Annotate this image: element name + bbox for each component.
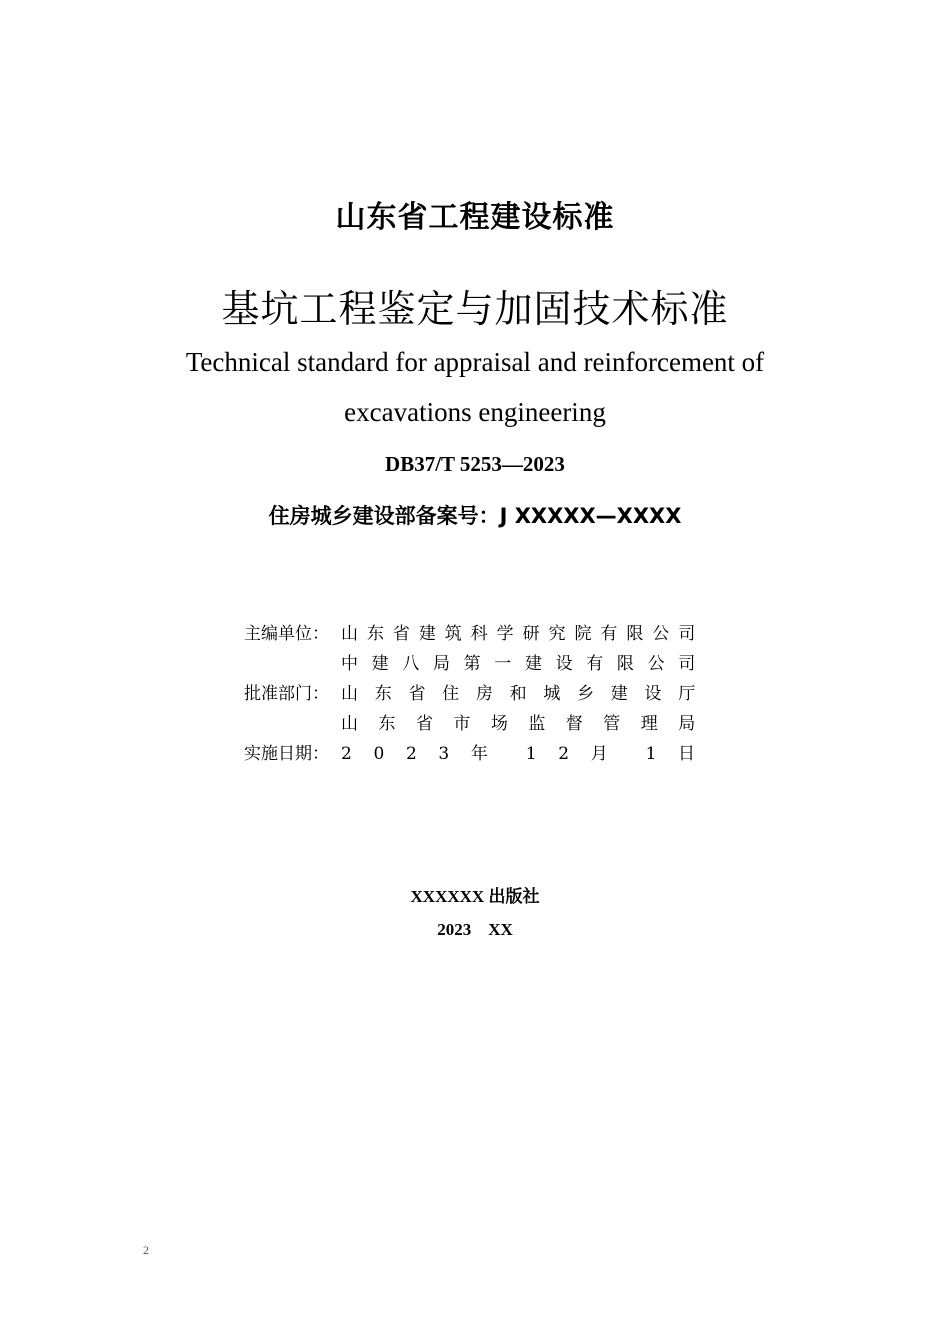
effective-date-value: 2 0 2 3 年 1 2 月 1 日: [341, 743, 696, 764]
editor-unit-2: 中 建 八 局 第 一 建 设 有 限 公 司: [341, 653, 696, 674]
approver-dept-1: 山 东 省 住 房 和 城 乡 建 设 厅: [341, 683, 696, 704]
approver-dept-2: 山 东 省 市 场 监 督 管 理 局: [341, 713, 696, 734]
effective-date-label: 实施日期：: [244, 743, 329, 764]
editor-row-2: [244, 646, 695, 676]
record-number: 住房城乡建设部备案号：J XXXXX—XXXX: [268, 504, 682, 528]
editor-row: [244, 616, 695, 646]
publish-date: 2023 XX: [437, 920, 513, 939]
page-number: 2: [143, 1243, 149, 1257]
editor-label: 主编单位：: [244, 623, 329, 644]
document-title-en-line-2: excavations engineering: [344, 397, 606, 427]
document-title-en-line-1: Technical standard for appraisal and reinforcement of: [185, 347, 765, 377]
series-title: 山东省工程建设标准: [335, 200, 615, 235]
approver-label: 批准部门：: [244, 683, 329, 704]
date-row: [244, 736, 695, 766]
document-title-cn: 基坑工程鉴定与加固技术标准: [221, 287, 729, 331]
editor-label-empty: [244, 646, 341, 676]
publisher: XXXXXX 出版社: [410, 887, 540, 906]
issuing-info-table: [244, 616, 695, 766]
approver-row-2: [244, 706, 695, 736]
standard-number: DB37/T 5253—2023: [385, 452, 565, 476]
approver-row: [244, 676, 695, 706]
approver-label-empty: [244, 706, 341, 736]
editor-unit-1: 山 东 省 建 筑 科 学 研 究 院 有 限 公 司: [341, 623, 696, 644]
